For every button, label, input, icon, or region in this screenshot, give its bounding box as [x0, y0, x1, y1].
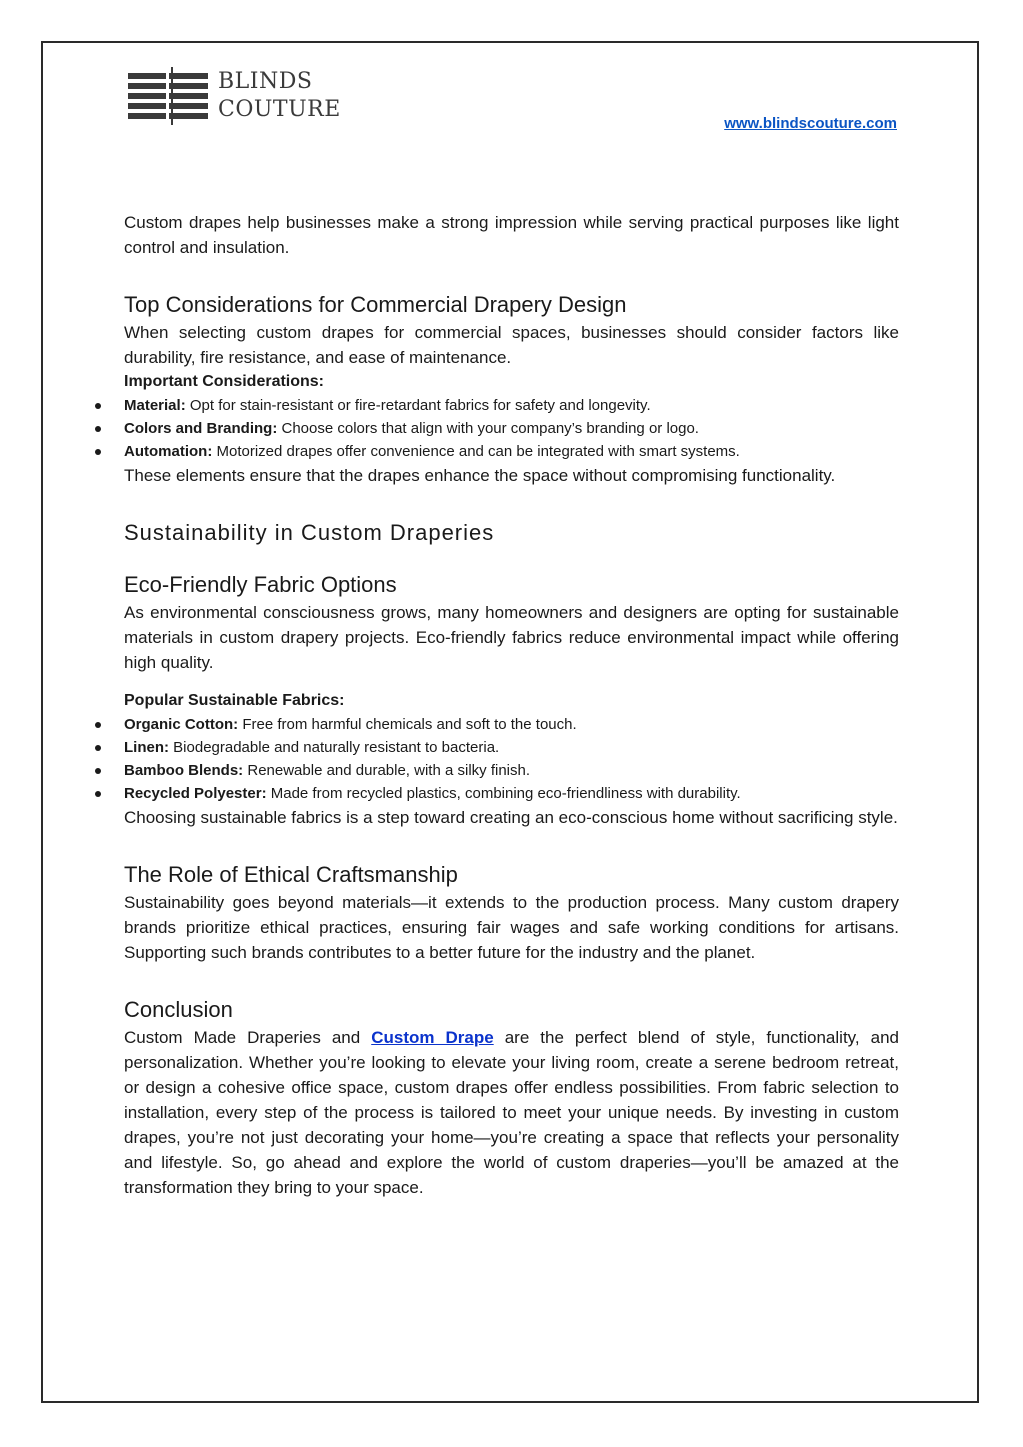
list-item-term: Bamboo Blends: — [124, 762, 244, 779]
commercial-list — [124, 394, 899, 463]
conclusion-paragraph — [124, 1025, 899, 1200]
conclusion-text-after: are the perfect blend of style, functionality, and personalization. Whether you’re looking to elevate your living room, create a serene bedroom retreat, or design a cohesive office space, custom drapes offer endless possibilities. From fabric selection to installation, every step of the process is tailored to meet your unique needs. By investing in custom drapes, you’re not just decorating your home—you’re creating a space that reflects your personality and lifestyle. So, go ahead and explore the world of custom draperies—you’ll be amazed at the transformation they bring to your space. — [124, 1028, 900, 1197]
list-item-term: Linen: — [124, 739, 169, 756]
list-item-desc: Free from harmful chemicals and soft to the touch. — [238, 716, 577, 733]
eco-paragraph: As environmental consciousness grows, many homeowners and designers are opting for sustainable materials in custom drapery projects. Eco-friendly fabrics reduce environmental impact while offering high quality. — [124, 603, 899, 672]
intro-paragraph: Custom drapes help businesses make a strong impression while serving practical purposes like light control and insulation. — [124, 213, 899, 257]
list-item-term: Recycled Polyester: — [124, 785, 267, 802]
logo-line-2: COUTURE — [218, 97, 341, 122]
ethical-paragraph: Sustainability goes beyond materials—it extends to the production process. Many custom drapery brands prioritize ethical practices, ensuring fair wages and safe working conditions for artisans. Supporting such brands contributes to a better future for the industry and the planet. — [124, 893, 899, 962]
ethical-heading: The Role of Ethical Craftsmanship — [124, 862, 458, 887]
list-item-desc: Motorized drapes offer convenience and can be integrated with smart systems. — [212, 443, 740, 460]
eco-list — [124, 713, 899, 805]
logo-wordmark — [218, 68, 341, 124]
list-item-term: Material: — [124, 397, 186, 414]
list-item-term: Automation: — [124, 443, 213, 460]
eco-list-label: Popular Sustainable Fabrics: — [124, 692, 345, 709]
list-item-desc: Choose colors that align with your company’s branding or logo. — [277, 420, 699, 437]
commercial-list-label: Important Considerations: — [124, 373, 325, 390]
list-item-term: Organic Cotton: — [124, 716, 239, 733]
sustainability-heading: Sustainability in Custom Draperies — [124, 520, 495, 545]
list-item — [124, 713, 899, 736]
list-item-desc: Made from recycled plastics, combining eco-friendliness with durability. — [266, 785, 741, 802]
document-body — [124, 210, 899, 1200]
conclusion-heading: Conclusion — [124, 997, 233, 1022]
list-item — [124, 759, 899, 782]
list-item — [124, 440, 899, 463]
eco-closing: Choosing sustainable fabrics is a step toward creating an eco-conscious home without sacrificing style. — [124, 808, 898, 827]
website-link[interactable]: www.blindscouture.com — [724, 115, 897, 132]
commercial-paragraph: When selecting custom drapes for commercial spaces, businesses should consider factors like durability, fire resistance, and ease of maintenance. — [124, 323, 899, 367]
list-item-term: Colors and Branding: — [124, 420, 278, 437]
eco-heading: Eco-Friendly Fabric Options — [124, 572, 397, 597]
blinds-couture-logo[interactable] — [128, 64, 358, 128]
list-item — [124, 417, 899, 440]
custom-drape-link[interactable]: Custom Drape — [371, 1028, 494, 1047]
commercial-closing: These elements ensure that the drapes enhance the space without compromising functionality. — [124, 466, 836, 485]
list-item-desc: Opt for stain-resistant or fire-retardant fabrics for safety and longevity. — [185, 397, 651, 414]
conclusion-text-before: Custom Made Draperies and — [124, 1028, 372, 1047]
logo-line-1: BLINDS — [218, 69, 313, 94]
list-item — [124, 736, 899, 759]
blinds-logo-icon — [128, 67, 208, 125]
list-item — [124, 394, 899, 417]
list-item-desc: Biodegradable and naturally resistant to bacteria. — [169, 739, 500, 756]
list-item-desc: Renewable and durable, with a silky finish. — [243, 762, 531, 779]
commercial-heading: Top Considerations for Commercial Drapery Design — [124, 292, 627, 317]
list-item — [124, 782, 899, 805]
